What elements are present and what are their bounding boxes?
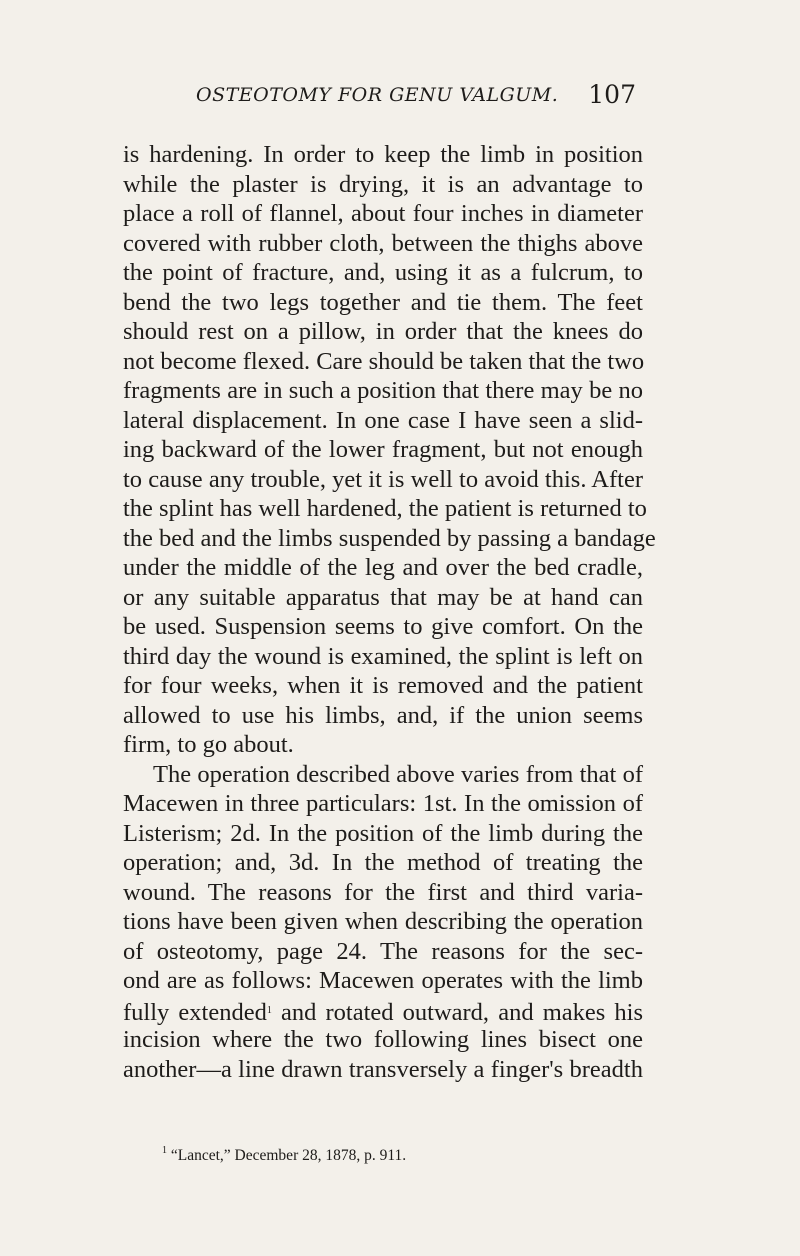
text-line: operation; and, 3d. In the method of treating the <box>123 849 643 876</box>
text-line: for four weeks, when it is removed and the patient <box>123 672 643 699</box>
text-line: covered with rubber cloth, between the thighs above <box>123 229 643 257</box>
body-text <box>123 140 656 1084</box>
text-line: wound. The reasons for the first and third varia- <box>123 878 643 906</box>
text-line: under the middle of the leg and over the bed cradle, <box>123 554 643 581</box>
text-line: while the plaster is drying, it is an advantage to <box>123 170 643 198</box>
text-line: or any suitable apparatus that may be at hand can <box>123 583 643 611</box>
footnote-reference: 1 <box>266 1004 272 1016</box>
text-line: tions have been given when describing the operation <box>123 908 643 935</box>
text-line: should rest on a pillow, in order that the knees do <box>123 318 643 345</box>
footnote <box>162 1145 406 1165</box>
text-line: the bed and the limbs suspended by passing a bandage <box>123 524 656 552</box>
text-line: The operation described above varies from that of <box>153 760 643 788</box>
text-line: the point of fracture, and, using it as a fulcrum, to <box>123 259 643 286</box>
footnote-text: “Lancet,” December 28, 1878, p. 911. <box>170 1147 407 1164</box>
text-fragment: fully extended <box>123 998 267 1026</box>
text-line: of osteotomy, page 24. The reasons for the sec- <box>123 937 643 965</box>
text-line: place a roll of flannel, about four inches in diameter <box>123 200 643 227</box>
text-line: is hardening. In order to keep the limb in position <box>123 141 643 168</box>
text-line: ing backward of the lower fragment, but not enough <box>123 436 643 463</box>
page-number: 107 <box>588 80 636 109</box>
text-line: incision where the two following lines bisect one <box>123 1026 643 1053</box>
text-line-with-footnote-ref <box>123 996 643 1026</box>
text-line: to cause any trouble, yet it is well to avoid this. After <box>123 465 643 493</box>
text-fragment: and rotated outward, and makes his <box>280 998 644 1026</box>
text-line: Macewen in three particulars: 1st. In the omission of <box>123 790 643 817</box>
text-line: third day the wound is examined, the splint is left on <box>123 642 643 670</box>
text-line: Listerism; 2d. In the position of the limb during the <box>123 819 643 847</box>
text-line: fragments are in such a position that there may be no <box>123 377 643 404</box>
text-line: allowed to use his limbs, and, if the union seems <box>123 701 643 729</box>
text-line: be used. Suspension seems to give comfort. On the <box>123 613 643 640</box>
footnote-marker: 1 <box>162 1145 167 1156</box>
running-head: OSTEOTOMY FOR GENU VALGUM. <box>196 84 559 106</box>
text-line: the splint has well hardened, the patient is returned to <box>123 495 647 522</box>
text-line: lateral displacement. In one case I have seen a slid- <box>123 406 643 434</box>
text-line: firm, to go about. <box>123 731 294 758</box>
text-line: bend the two legs together and tie them. The feet <box>123 288 643 316</box>
text-line: ond are as follows: Macewen operates with the limb <box>123 967 643 994</box>
page-header <box>196 80 636 124</box>
text-line: another—a line drawn transversely a finger's breadth <box>123 1055 643 1083</box>
text-line: not become flexed. Care should be taken that the two <box>123 347 645 375</box>
